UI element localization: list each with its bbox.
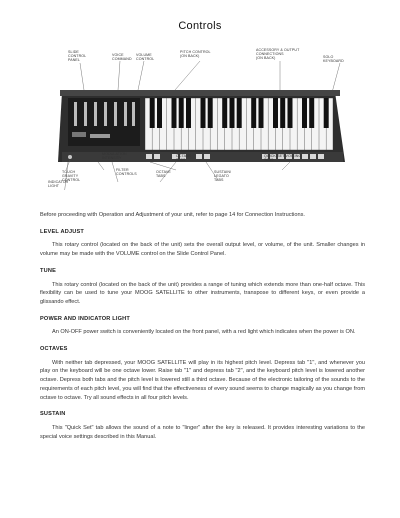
- heading-power-indicator: POWER AND INDICATOR LIGHT: [40, 315, 131, 322]
- label-solo-keyboard: SOLO KEYBOARD: [323, 55, 344, 64]
- label-pitch-control: PITCH CONTROL (ON BACK): [180, 50, 211, 59]
- manual-text: [40, 211, 365, 449]
- heading-level-adjust: LEVEL ADJUST: [40, 228, 85, 235]
- label-slide-control-panel: SLIDE CONTROL PANEL: [68, 50, 87, 63]
- label-octave-tabs-2: OCTAVE TABS: [156, 170, 171, 179]
- label-accessory-output: ACCESSORY & OUTPUT CONNECTIONS (ON BACK): [256, 48, 300, 61]
- label-octave-tabs-1: OCTAVE TABS: [176, 154, 191, 163]
- label-sustain-legato-tabs: SUSTAIN/ LEGATO TABS: [214, 170, 232, 183]
- synthesizer-diagram: [0, 30, 400, 190]
- page-title: Controls: [178, 20, 222, 32]
- heading-octaves: OCTAVES: [40, 346, 68, 353]
- heading-sustain: SUSTAIN: [40, 411, 66, 418]
- body-power-indicator: An ON-OFF power switch is conveniently located on the front panel, with a red light which indicates when the power is ON.: [52, 329, 356, 336]
- body-octaves: With neither tab depressed, your MOOG SATELLITE will play in its highest pitch level. Depress tab "1", and whenever you play on the keyboard will be one octave lower. Raise tab "1" and depress tab "2", and the keyboard pitch level is lowered another octave. Depress both tabs and the pitch level is lowered still a third octave. Because of the electronic tailoring of the sounds to the requirements of each pitch level, you will find that the effectiveness of every sound seems to change magically as you change from octave to octave. Try all sound effects in all four pitch levels.: [40, 359, 365, 401]
- body-sustain: This "Quick Set" tab allows the sound of a note to "linger" after the key is released. It provides interesting variations to the special voice settings described in this Manual.: [40, 424, 365, 440]
- label-quick-set-tabs: QUICK-SET VOICING TABS: [264, 154, 302, 163]
- label-indicator-light: INDICATOR LIGHT: [48, 180, 69, 189]
- body-level-adjust: This rotary control (located on the back of the unit) sets the overall output level, or volume, of the unit. Smaller changes in volume may be made with the VOLUME control on the Slide Control Panel.: [40, 242, 365, 258]
- label-touch-gravity: TOUCH GRAVITY CONTROL: [62, 170, 81, 183]
- intro-paragraph: Before proceeding with Operation and Adjustment of your unit, refer to page 14 for Connection Instructions.: [40, 212, 305, 218]
- label-modulation-intensity: MODULATION INTENSITY: [102, 152, 127, 161]
- body-tune: This rotary control (located on the back of the unit) provides a range of tuning which extends more than one-half octave. This flexibility can be used to tune your MOOG SATELLITE to other instruments, transpose to different keys, or even provide a glissando effect.: [40, 281, 365, 305]
- label-filter-controls: FILTER CONTROLS: [116, 168, 137, 177]
- label-volume-control: VOLUME CONTROL: [136, 53, 155, 62]
- heading-tune: TUNE: [40, 267, 57, 274]
- synthesizer-illustration: [0, 30, 400, 190]
- label-voice-command: VOICE COMMAND: [112, 53, 132, 62]
